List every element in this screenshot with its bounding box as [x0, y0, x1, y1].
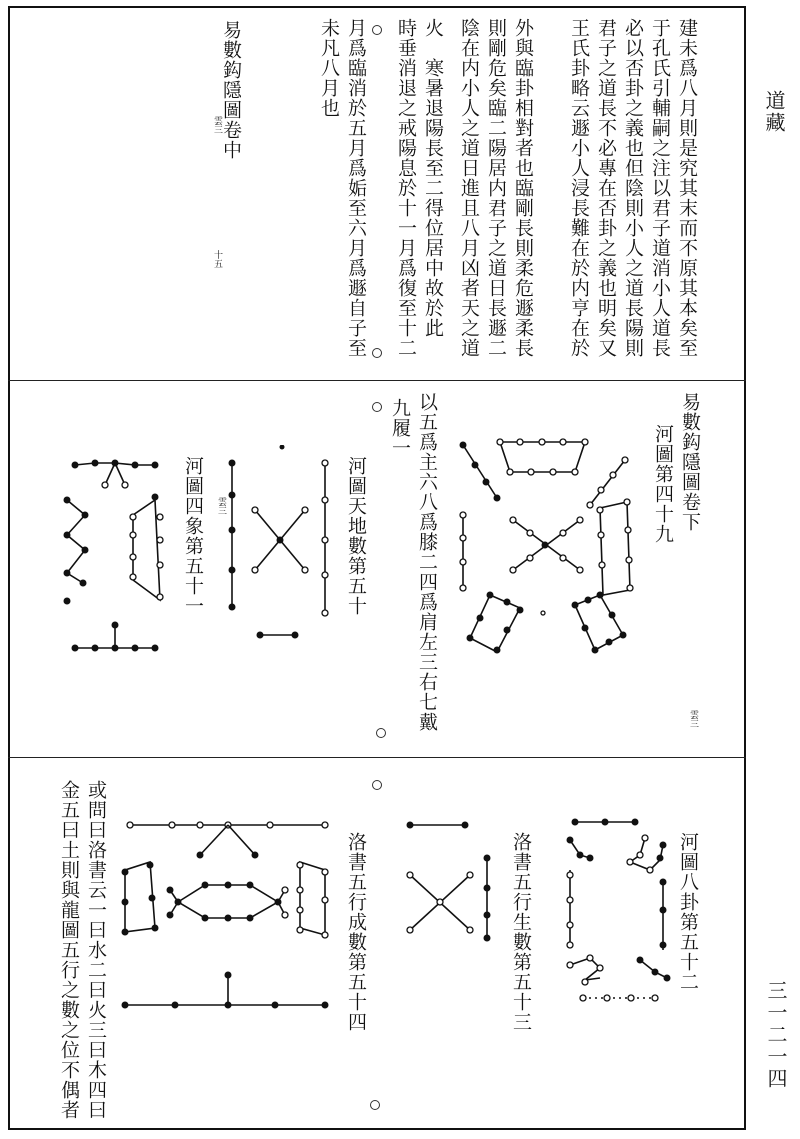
hetu-figure-49	[445, 430, 645, 660]
text-column: 九履一	[389, 398, 411, 458]
figure-title-50: 河圖天地數第五十	[345, 456, 367, 616]
page-number: 三一二一四	[764, 980, 788, 1090]
text-column: 外與臨卦相對者也臨剛長則柔危遯柔長	[512, 18, 534, 358]
text-column: 月爲臨消於五月爲姤至六月爲遯自子至	[345, 18, 367, 358]
figure-title-53: 洛書五行生數第五十三	[510, 832, 532, 1032]
column-marker	[372, 780, 382, 790]
column-marker	[372, 402, 382, 412]
text-column: 金五曰土則與龍圖五行之數之位不偶者	[58, 780, 80, 1120]
canon-title: 道藏	[762, 90, 786, 134]
luoshu-figure-53	[395, 810, 505, 970]
text-column: 王氏卦略云遯小人浸長難在於内亨在於	[568, 18, 590, 358]
end-mark: 十五	[212, 250, 222, 268]
text-column: 陰在内小人之道日進且八月凶者天之道	[458, 18, 480, 358]
figure-title-54: 洛書五行成數第五十四	[345, 832, 367, 1032]
section-divider-bottom	[8, 757, 746, 758]
column-marker	[370, 1100, 380, 1110]
text-column: 建未爲八月則是究其末而不原其本矣至	[676, 18, 698, 358]
text-column: 必以否卦之義也但陰則小人之道長陽則	[622, 18, 644, 358]
book-title: 易數鈎隱圖卷下	[679, 392, 701, 532]
hetu-figure-50	[220, 445, 340, 645]
figure-title-49: 河圖第四十九	[652, 424, 674, 544]
volume-end-title: 易數鈎隱圖卷中	[220, 20, 242, 160]
section-divider-top	[8, 380, 746, 381]
column-marker	[376, 728, 386, 738]
hetu-figure-51	[55, 455, 185, 665]
text-column: 時垂消退之戒陽息於十一月爲復至十二	[395, 18, 417, 358]
text-column: 未凡八月也	[318, 18, 340, 118]
end-note: 雲三	[212, 116, 222, 134]
text-column: 火 寒暑退陽長至二得位居中故於此	[422, 18, 444, 338]
column-marker	[372, 25, 382, 35]
figure-note: 雲三	[216, 497, 226, 515]
figure-title-51: 河圖四象第五十一	[182, 456, 204, 616]
luoshu-figure-54	[100, 810, 340, 1020]
text-column: 或問曰洛書云一曰水二曰火三曰木四曰	[85, 780, 107, 1120]
text-column: 則剛危矣臨二陽居内君子之道日長遯二	[485, 18, 507, 358]
text-column: 君子之道長不必專在否卦之義也明矣又	[595, 18, 617, 358]
text-column: 于孔氏引輔嗣之注以君子道消小人道長	[649, 18, 671, 358]
page-note: 雲三	[688, 710, 698, 728]
text-column: 以五爲主六八爲膝二四爲肩左三右七戴	[416, 392, 438, 732]
hetu-bagua-figure-52	[545, 800, 685, 1010]
figure-title-52: 河圖八卦第五十二	[677, 832, 699, 992]
column-marker	[372, 348, 382, 358]
